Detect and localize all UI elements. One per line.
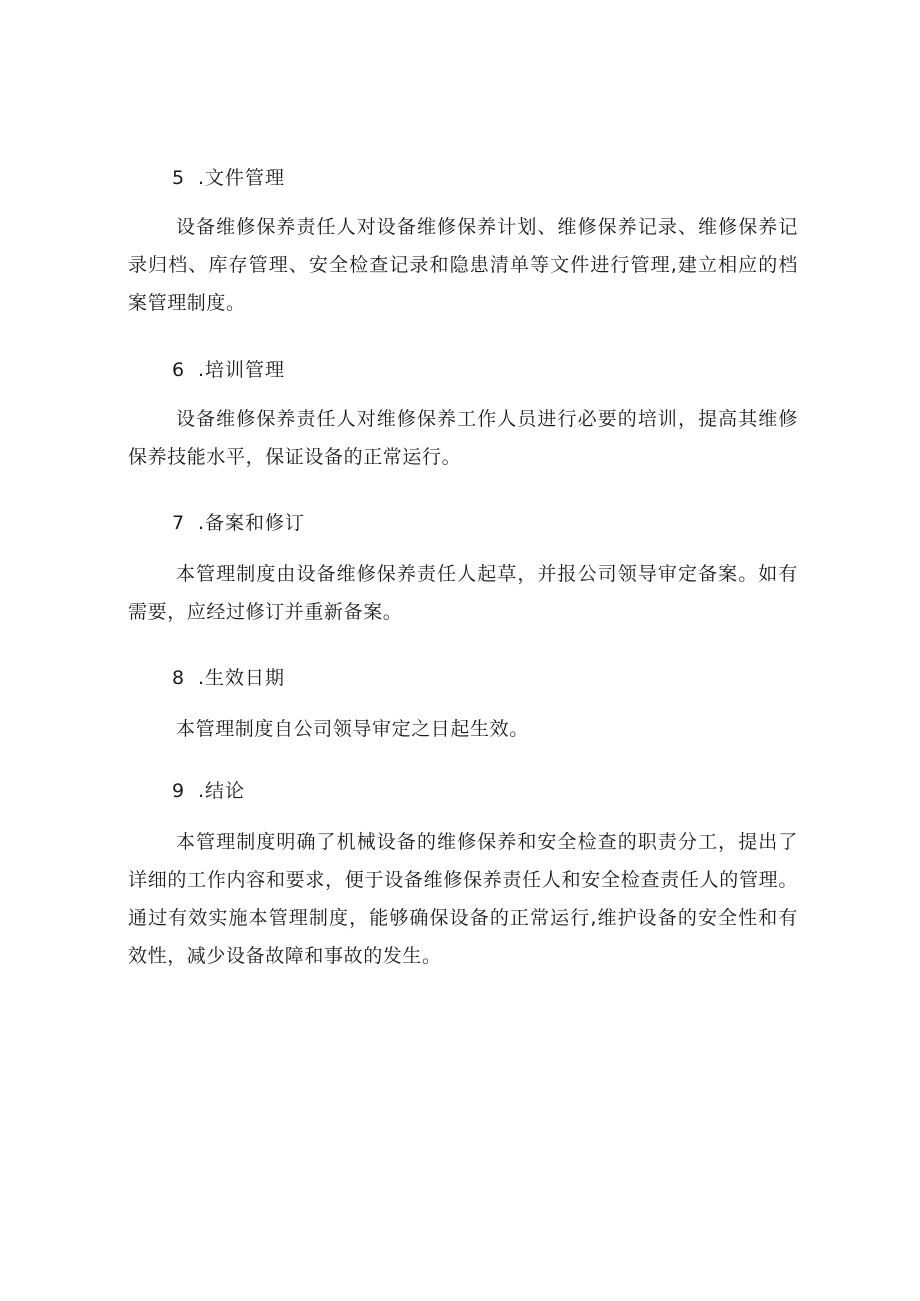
- section-9-body: 本管理制度明确了机械设备的维修保养和安全检查的职责分工，提出了详细的工作内容和要求，便于设备维修保养责任人和安全检查责任人的管理。通过有效实施本管理制度，能够确保设备的正常运行,维护设备的安全性和有效性，减少设备故障和事故的发生。: [128, 831, 798, 967]
- section-number: 9: [172, 780, 186, 802]
- section-6-heading: [172, 357, 285, 383]
- section-7-body: 本管理制度由设备维修保养责任人起草，并报公司领导审定备案。如有需要，应经过修订并重新备案。: [128, 563, 798, 623]
- section-8-heading: [172, 665, 285, 691]
- section-title: .培训管理: [198, 359, 286, 381]
- section-5-heading: [172, 165, 285, 191]
- section-title: .结论: [198, 780, 246, 802]
- section-number: 8: [172, 667, 186, 689]
- section-number: 6: [172, 359, 186, 381]
- section-number: 7: [172, 512, 186, 534]
- section-5-body: 设备维修保养责任人对设备维修保养计划、维修保养记录、维修保养记录归档、库存管理、安全检查记录和隐患清单等文件进行管理,建立相应的档案管理制度。: [128, 216, 798, 314]
- section-title: .生效日期: [198, 667, 286, 689]
- section-number: 5: [172, 167, 186, 189]
- section-7-heading: [172, 510, 305, 536]
- section-9-heading: [172, 778, 245, 804]
- section-6-body: 设备维修保养责任人对维修保养工作人员进行必要的培训，提高其维修保养技能水平，保证设备的正常运行。: [128, 408, 798, 468]
- section-8-body: 本管理制度自公司领导审定之日起生效。: [176, 718, 529, 740]
- section-title: .备案和修订: [198, 512, 306, 534]
- section-title: .文件管理: [198, 167, 286, 189]
